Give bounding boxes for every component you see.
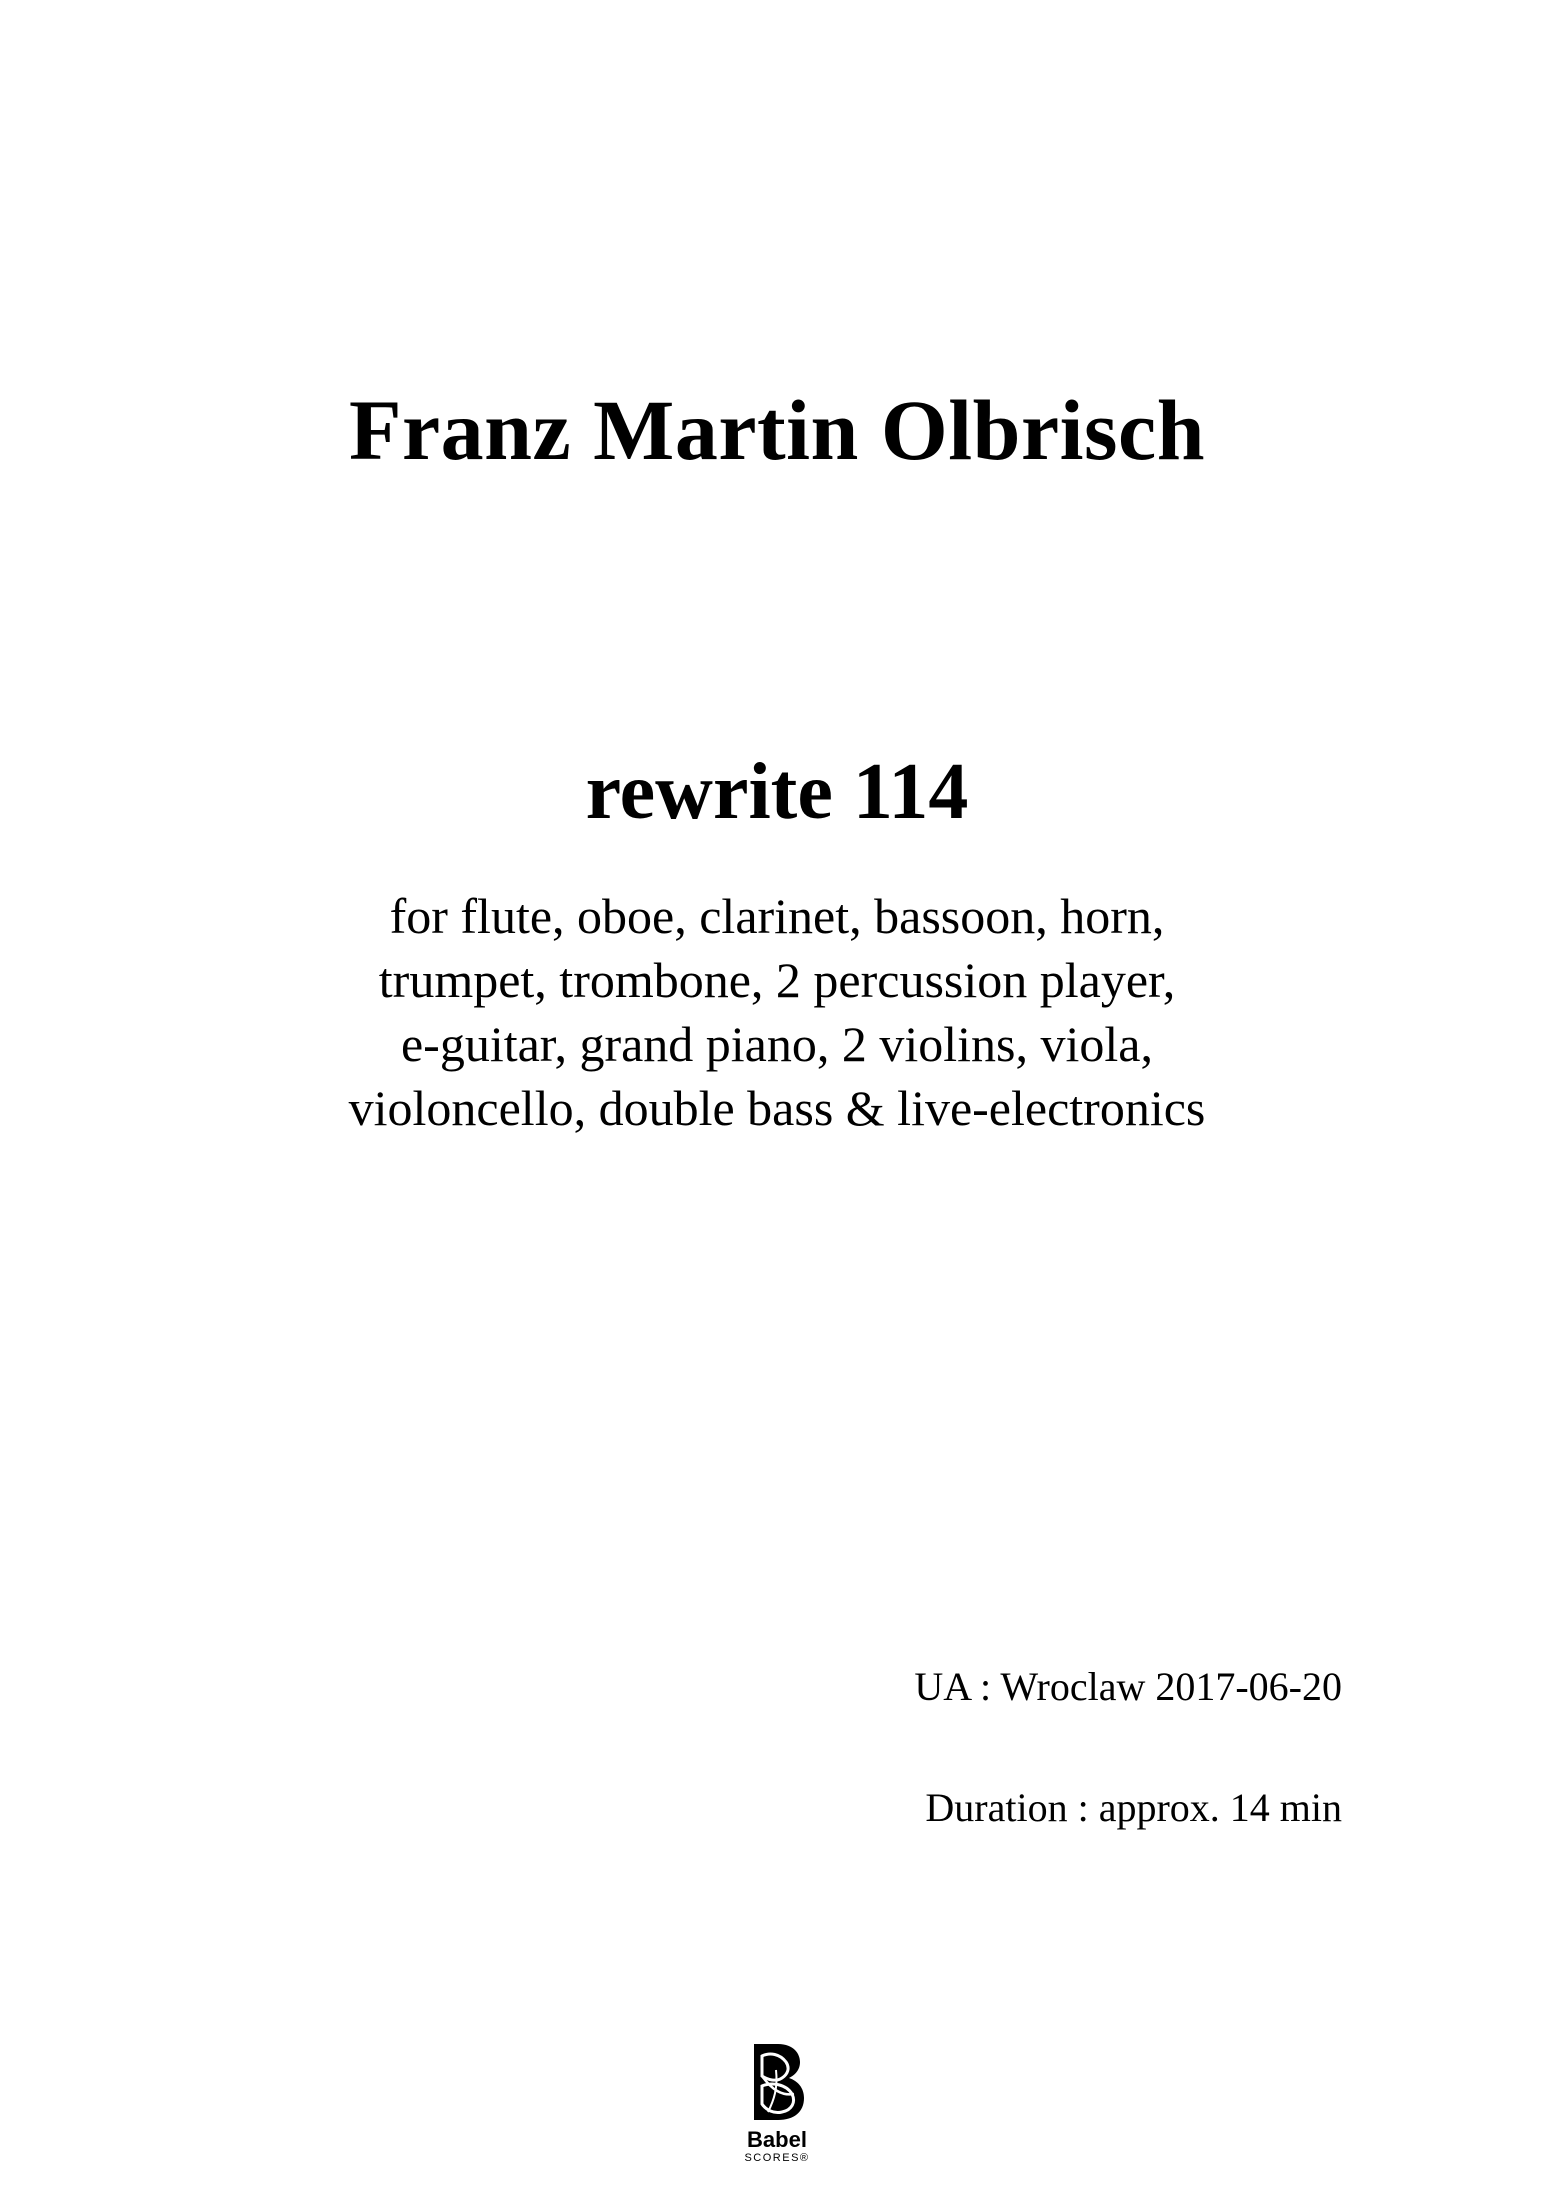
instrumentation-line: e-guitar, grand piano, 2 violins, viola, [400, 1016, 1153, 1072]
work-title: rewrite 114 [585, 748, 969, 836]
composer-name: Franz Martin Olbrisch [348, 382, 1206, 478]
publisher-logo [727, 2040, 827, 2164]
instrumentation-line: trumpet, trombone, 2 percussion player, [378, 952, 1176, 1008]
publisher-sub: SCORES® [744, 2152, 810, 2164]
duration-info: Duration : approx. 14 min [925, 1785, 1342, 1830]
instrumentation-line: for flute, oboe, clarinet, bassoon, horn, [389, 888, 1165, 944]
publisher-name: Babel [747, 2127, 807, 2152]
instrumentation-line: violoncello, double bass & live-electronics [348, 1080, 1206, 1136]
premiere-info: UA : Wroclaw 2017-06-20 [914, 1664, 1342, 1709]
instrumentation [0, 884, 1554, 1140]
babel-scores-logo-icon [748, 2040, 806, 2124]
